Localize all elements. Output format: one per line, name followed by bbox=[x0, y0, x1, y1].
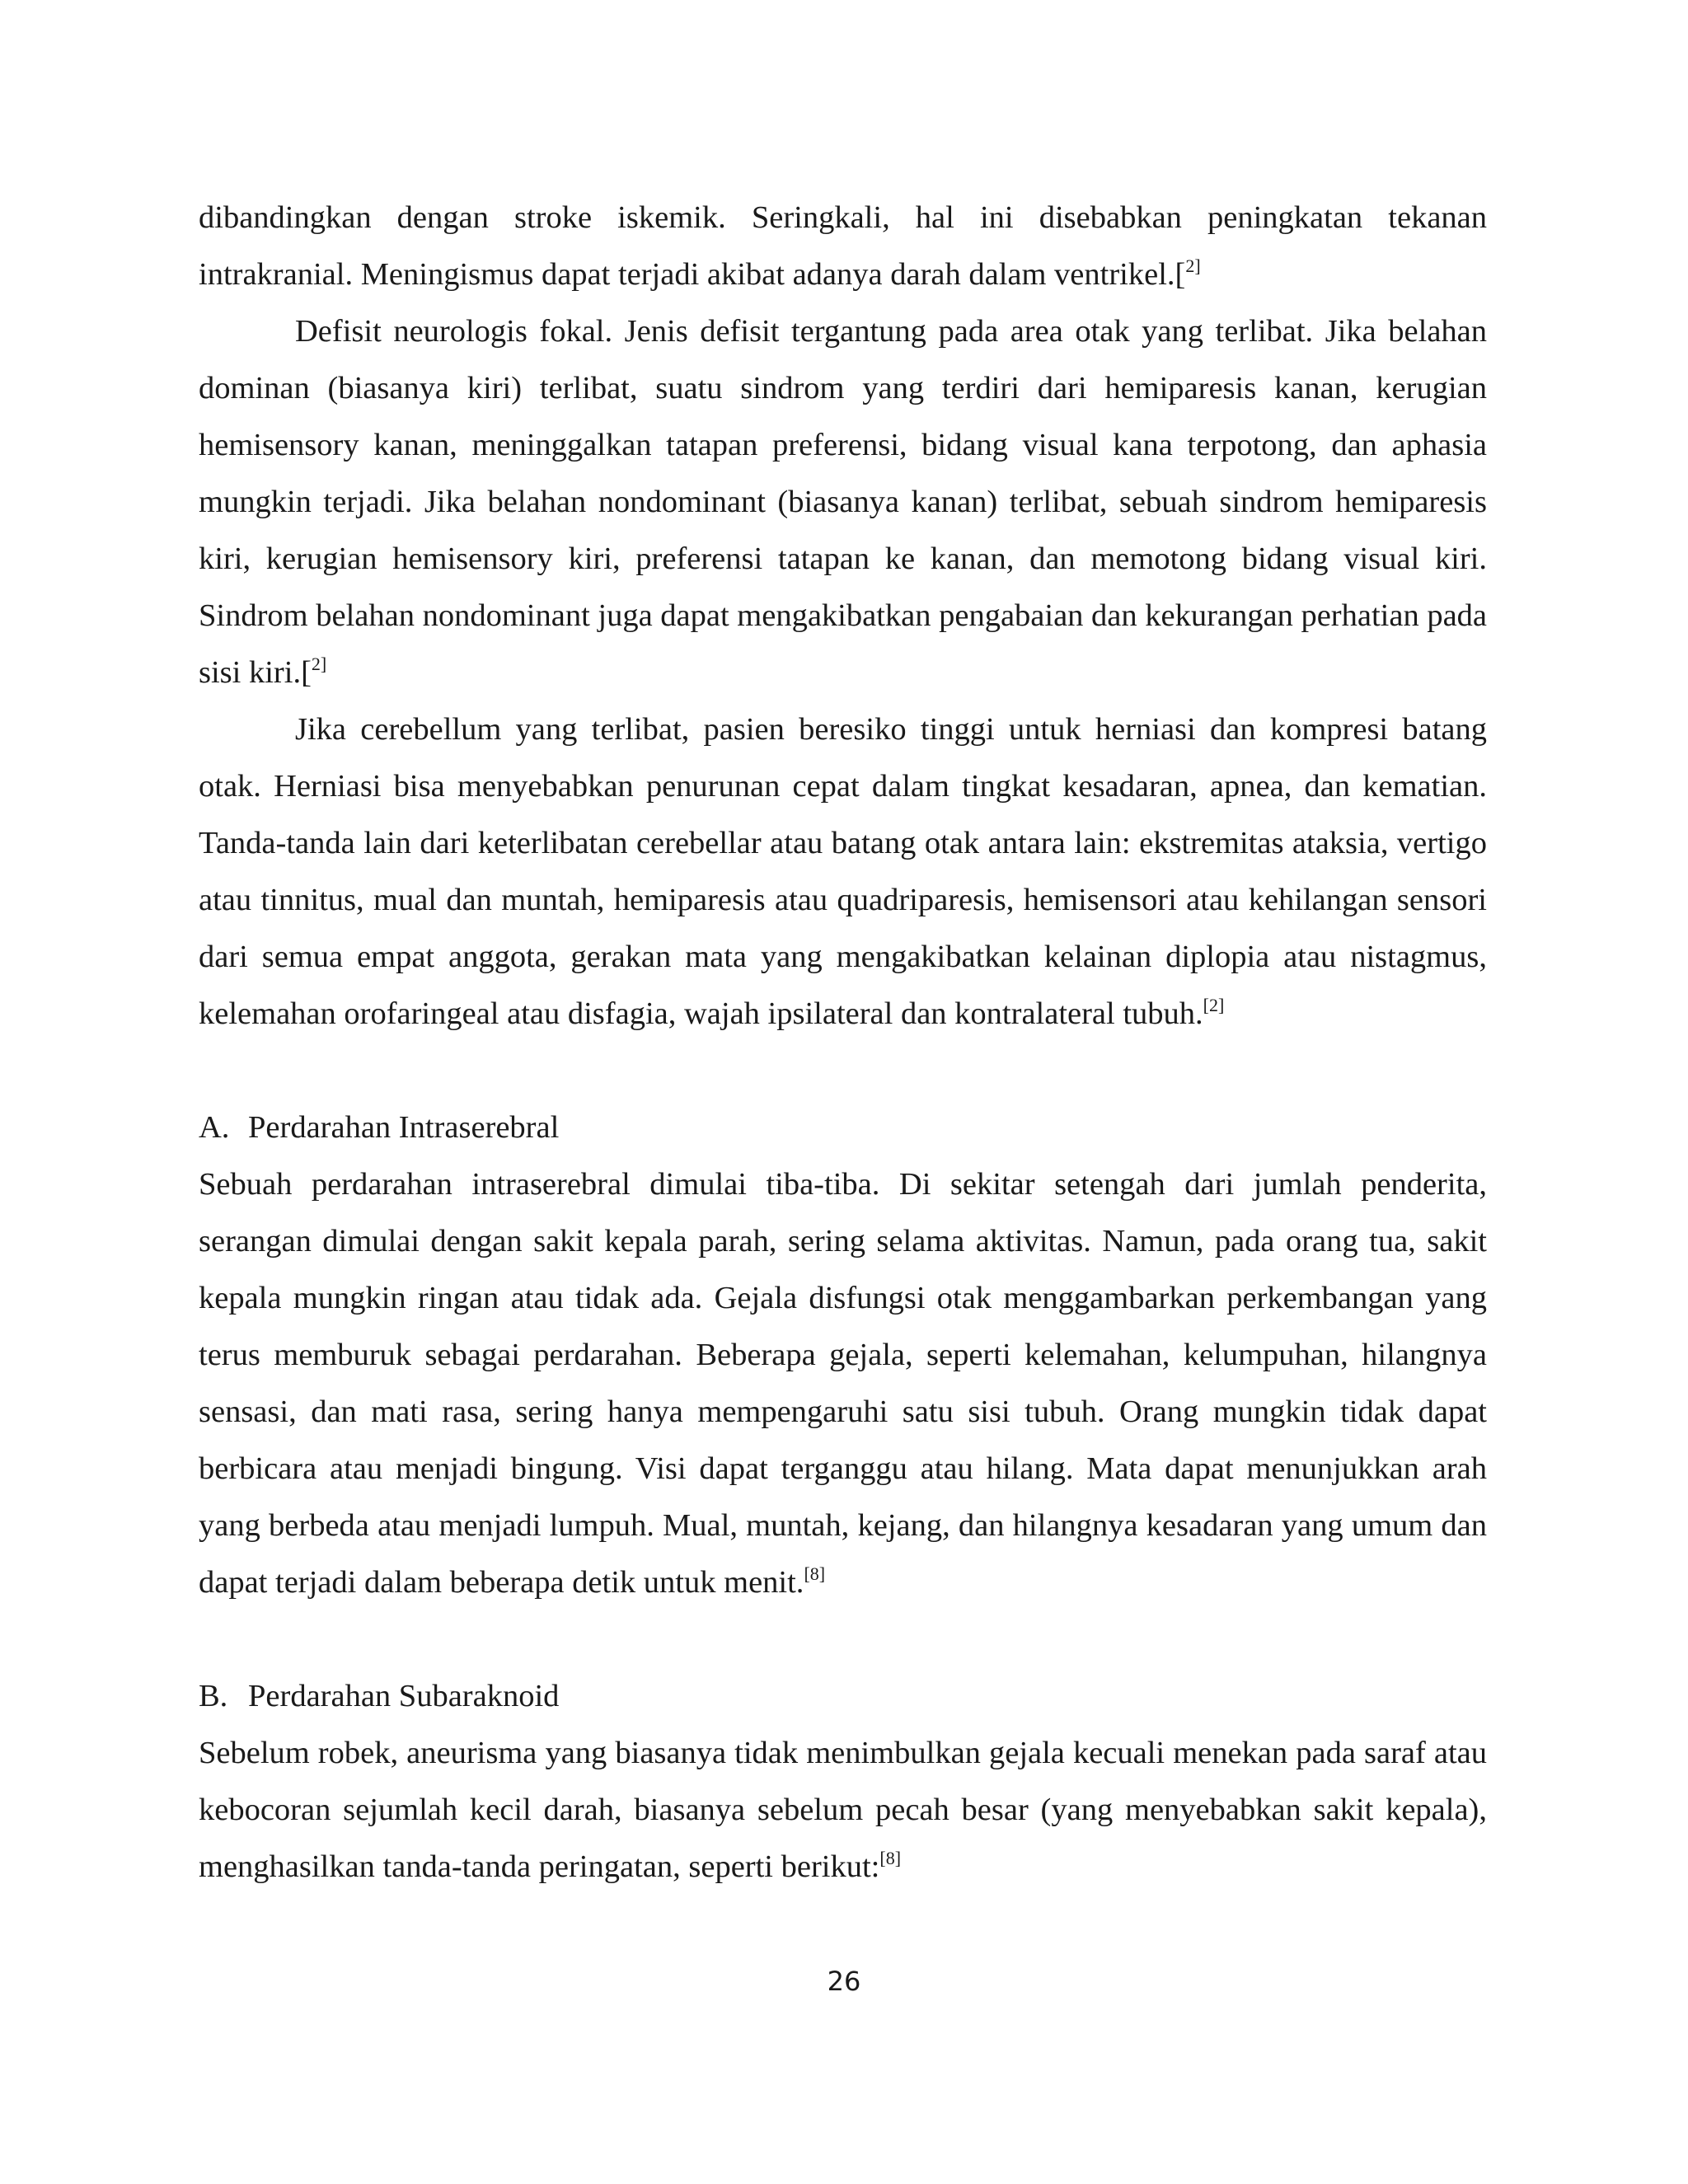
section-b-body bbox=[199, 1725, 1487, 1896]
citation-ref: [2] bbox=[1203, 995, 1225, 1015]
paragraph-cerebellum bbox=[199, 701, 1487, 1043]
section-heading-a bbox=[199, 1099, 1487, 1156]
citation-ref: 2] bbox=[1185, 255, 1201, 276]
section-letter: B. bbox=[199, 1679, 228, 1713]
paragraph-text: dibandingkan dengan stroke iskemik. Seringkali, hal ini disebabkan peningkatan tekanan intrakranial. Meningismus dapat terjadi akibat adanya darah dalam ventrikel.[ bbox=[199, 200, 1487, 292]
section-title: Perdarahan Subaraknoid bbox=[248, 1679, 560, 1713]
paragraph-continuation bbox=[199, 190, 1487, 303]
citation-ref: [8] bbox=[879, 1848, 902, 1868]
citation-ref: [8] bbox=[804, 1563, 826, 1584]
paragraph-text: Jika cerebellum yang terlibat, pasien beresiko tinggi untuk herniasi dan kompresi batang otak. Herniasi bisa menyebabkan penurunan cepat dalam tingkat kesadaran, apnea, dan kematian. Tanda-tanda lain dari keterlibatan cerebellar atau batang otak antara lain: ekstremitas ataksia, vertigo atau tinnitus, mual dan muntah, hemiparesis atau quadriparesis, hemisensori atau kehilangan sensori dari semua empat anggota, gerakan mata yang mengakibatkan kelainan diplopia atau nistagmus, kelemahan orofaringeal atau disfagia, wajah ipsilateral dan kontralateral tubuh. bbox=[199, 712, 1487, 1031]
page-body bbox=[199, 190, 1487, 1896]
section-spacer bbox=[199, 1043, 1487, 1099]
section-heading-b bbox=[199, 1668, 1487, 1725]
paragraph-text: Defisit neurologis fokal. Jenis defisit tergantung pada area otak yang terlibat. Jika belahan dominan (biasanya kiri) terlibat, suatu sindrom yang terdiri dari hemiparesis kanan, kerugian hemisensory kanan, meninggalkan tatapan preferensi, bidang visual kana terpotong, dan aphasia mungkin terjadi. Jika belahan nondominant (biasanya kanan) terlibat, sebuah sindrom hemiparesis kiri, kerugian hemisensory kiri, preferensi tatapan ke kanan, dan memotong bidang visual kiri. Sindrom belahan nondominant juga dapat mengakibatkan pengabaian dan kekurangan perhatian pada sisi kiri.[ bbox=[199, 314, 1487, 690]
paragraph-focal-deficit bbox=[199, 303, 1487, 701]
section-title: Perdarahan Intraserebral bbox=[248, 1110, 560, 1145]
page-number: 26 bbox=[827, 1966, 861, 1997]
paragraph-text: Sebelum robek, aneurisma yang biasanya tidak menimbulkan gejala kecuali menekan pada saraf atau kebocoran sejumlah kecil darah, biasanya sebelum pecah besar (yang menyebabkan sakit kepala), menghasilkan tanda-tanda peringatan, seperti berikut: bbox=[199, 1736, 1487, 1884]
citation-ref: 2] bbox=[311, 654, 327, 674]
section-letter: A. bbox=[199, 1110, 230, 1145]
section-spacer bbox=[199, 1611, 1487, 1668]
section-a-body bbox=[199, 1156, 1487, 1611]
paragraph-text: Sebuah perdarahan intraserebral dimulai tiba-tiba. Di sekitar setengah dari jumlah penderita, serangan dimulai dengan sakit kepala parah, sering selama aktivitas. Namun, pada orang tua, sakit kepala mungkin ringan atau tidak ada. Gejala disfungsi otak menggambarkan perkembangan yang terus memburuk sebagai perdarahan. Beberapa gejala, seperti kelemahan, kelumpuhan, hilangnya sensasi, dan mati rasa, sering hanya mempengaruhi satu sisi tubuh. Orang mungkin tidak dapat berbicara atau menjadi bingung. Visi dapat terganggu atau hilang. Mata dapat menunjukkan arah yang berbeda atau menjadi lumpuh. Mual, muntah, kejang, dan hilangnya kesadaran yang umum dan dapat terjadi dalam beberapa detik untuk menit. bbox=[199, 1167, 1487, 1600]
